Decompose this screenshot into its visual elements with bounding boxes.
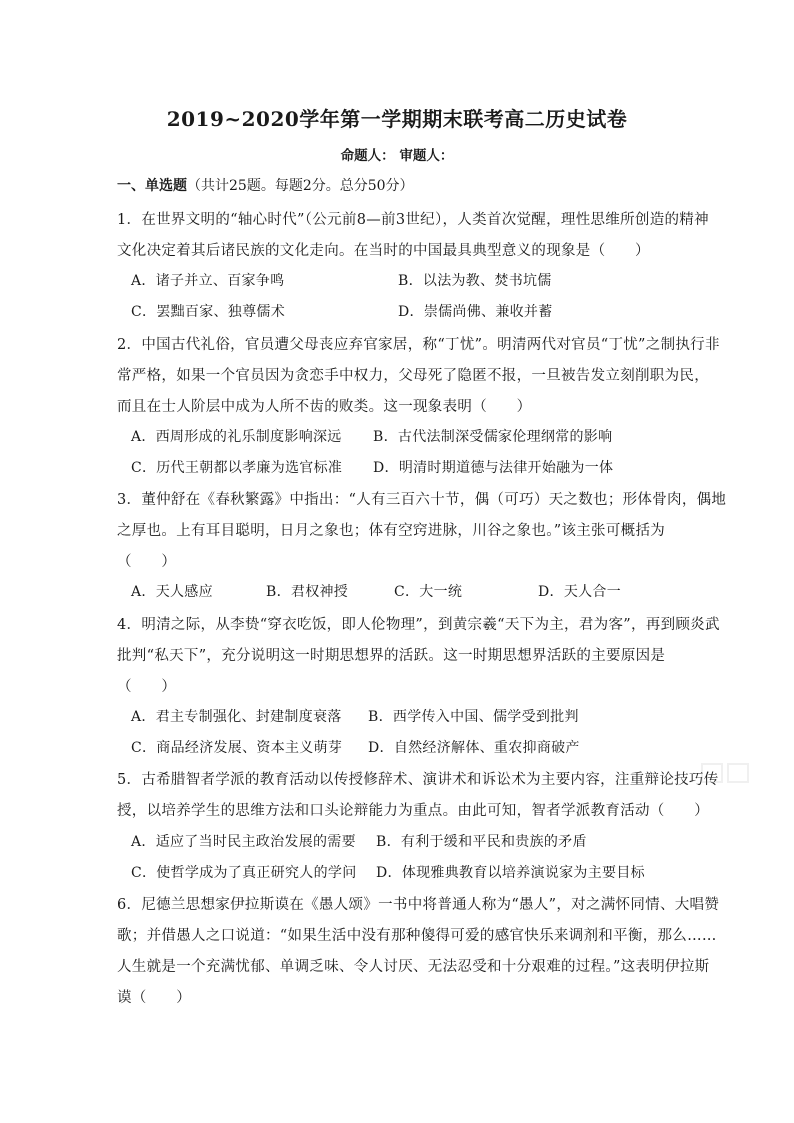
question-5-option-d: D．体现雅典教育以培养演说家为主要目标	[376, 865, 645, 881]
question-2-line-1: 2．中国古代礼俗，官员遭父母丧应弃官家居，称“丁忧”。明清两代对官员“丁忧”之制执行非	[117, 337, 720, 353]
exam-authors: 命题人： 审题人：	[340, 148, 454, 164]
question-3-option-b: B．君权神授	[266, 584, 349, 600]
exam-title: 2019~2020学年第一学期期末联考高二历史试卷	[166, 107, 628, 131]
question-2-option-d: D．明清时期道德与法律开始融为一体	[373, 460, 614, 476]
question-1-option-d: D．崇儒尚佛、兼收并蓄	[398, 304, 553, 320]
question-3-option-d: D．天人合一	[538, 584, 622, 600]
section-note: （共计25题。每题2分。总分50分）	[187, 178, 414, 194]
question-4-line-2: 批判“私天下”，充分说明这一时期思想界的活跃。这一时期思想界活跃的主要原因是	[117, 648, 666, 664]
question-2-option-c: C．历代王朝都以孝廉为选官标准	[131, 460, 343, 476]
question-2-line-2: 常严格，如果一个官员因为贪恋手中权力，父母死了隐匿不报，一旦被告发立刻削职为民，	[117, 368, 709, 384]
question-1-option-b: B．以法为教、焚书坑儒	[398, 273, 552, 289]
question-4-option-d: D．自然经济解体、重农抑商破产	[368, 740, 580, 756]
question-2-option-a: A．西周形成的礼乐制度影响深远	[131, 429, 342, 445]
section-heading	[117, 175, 414, 195]
question-3-line-2: 之厚也。上有耳目聪明，日月之象也；体有空窍进脉，川谷之象也。”该主张可概括为	[117, 523, 666, 539]
question-4-option-b: B．西学传入中国、儒学受到批判	[368, 709, 579, 725]
question-5-line-2: 授，以培养学生的思维方法和口头论辩能力为重点。由此可知，智者学派教育活动（ ）	[117, 803, 709, 819]
question-5-option-b: B．有利于缓和平民和贵族的矛盾	[376, 834, 587, 850]
question-5-line-1: 5．古希腊智者学派的教育活动以传授修辞术、演讲术和诉讼术为主要内容，注重辩论技巧传	[117, 772, 719, 788]
question-4-line-1: 4．明清之际，从李贽“穿衣吃饭，即人伦物理”，到黄宗羲“天下为主，君为客”，再到顾炎武	[117, 617, 720, 633]
question-2-option-b: B．古代法制深受儒家伦理纲常的影响	[373, 429, 613, 445]
question-3-option-a: A．天人感应	[131, 584, 213, 600]
question-1-line-1: 1．在世界文明的“轴心时代”（公元前8—前3世纪），人类首次觉醒，理性思维所创造的精神	[117, 212, 709, 228]
question-3-line-1: 3．董仲舒在《春秋繁露》中指出：“人有三百六十节，偶（可巧）天之数也；形体骨肉，偶地	[117, 492, 727, 508]
question-3-option-c: C．大一统	[394, 584, 463, 600]
question-6-line-2: 歌；并借愚人之口说道：“如果生活中没有那种傻得可爱的感官快乐来调剂和平衡，那么……	[117, 928, 717, 944]
question-1-option-a: A．诸子并立、百家争鸣	[131, 273, 285, 289]
question-5-option-a: A．适应了当时民主政治发展的需要	[131, 834, 356, 850]
question-4-option-a: A．君主专制强化、封建制度衰落	[131, 709, 342, 725]
question-4-line-3: （ ）	[117, 679, 177, 695]
section-name: 一、单选题	[117, 178, 187, 194]
question-6-line-3: 人生就是一个充满忧郁、单调乏味、令人讨厌、无法忍受和十分艰难的过程。”这表明伊拉斯	[117, 959, 710, 975]
question-6-line-1: 6．尼德兰思想家伊拉斯谟在《愚人颂》一书中将普通人称为“愚人”，对之满怀同情、大唱赞	[117, 897, 720, 913]
question-6-line-4: 谟（ ）	[117, 990, 191, 1006]
question-1-option-c: C．罢黜百家、独尊儒术	[131, 304, 286, 320]
watermark-logo-icon	[700, 760, 750, 786]
question-2-line-3: 而且在士人阶层中成为人所不齿的败类。这一现象表明（ ）	[117, 399, 532, 415]
question-3-line-3: （ ）	[117, 554, 177, 570]
question-4-option-c: C．商品经济发展、资本主义萌芽	[131, 740, 343, 756]
question-5-option-c: C．使哲学成为了真正研究人的学问	[131, 865, 357, 881]
question-1-line-2: 文化决定着其后诸民族的文化走向。在当时的中国最具典型意义的现象是（ ）	[117, 243, 650, 259]
